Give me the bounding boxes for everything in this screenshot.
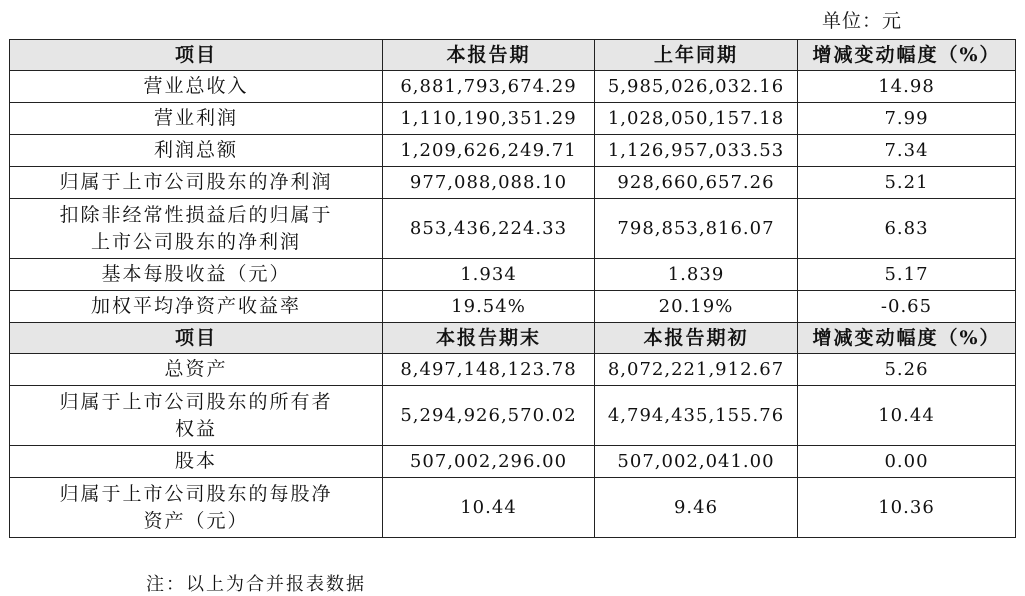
cell-period-end: 8,497,148,123.78 xyxy=(383,354,595,386)
cell-current: 977,088,088.10 xyxy=(383,167,595,199)
header-current-period: 本报告期 xyxy=(383,40,595,71)
cell-current: 6,881,793,674.29 xyxy=(383,71,595,103)
cell-change: -0.65 xyxy=(798,291,1016,323)
table-row xyxy=(10,199,1016,259)
header-item: 项目 xyxy=(10,323,383,354)
cell-change: 7.34 xyxy=(798,135,1016,167)
cell-previous: 1,126,957,033.53 xyxy=(595,135,798,167)
financial-summary-table xyxy=(9,39,1016,538)
cell-change: 5.21 xyxy=(798,167,1016,199)
cell-current: 1.934 xyxy=(383,259,595,291)
table-row xyxy=(10,478,1016,538)
cell-current: 19.54% xyxy=(383,291,595,323)
table-row xyxy=(10,103,1016,135)
row-label-line1: 归属于上市公司股东的所有者 xyxy=(59,390,333,413)
cell-previous: 928,660,657.26 xyxy=(595,167,798,199)
cell-period-begin: 4,794,435,155.76 xyxy=(595,386,798,446)
table-row xyxy=(10,71,1016,103)
unit-label: 单位：元 xyxy=(822,10,903,32)
row-label xyxy=(10,478,383,538)
header-change-pct: 增减变动幅度（%） xyxy=(798,40,1016,71)
row-label-line2: 权益 xyxy=(174,417,217,440)
table-header-row xyxy=(10,323,1016,354)
table-row xyxy=(10,386,1016,446)
cell-change: 10.36 xyxy=(798,478,1016,538)
table-row xyxy=(10,446,1016,478)
cell-period-begin: 507,002,041.00 xyxy=(595,446,798,478)
row-label: 归属于上市公司股东的净利润 xyxy=(10,167,383,199)
row-label xyxy=(10,199,383,259)
row-label: 加权平均净资产收益率 xyxy=(10,291,383,323)
header-change-pct: 增减变动幅度（%） xyxy=(798,323,1016,354)
row-label: 营业总收入 xyxy=(10,71,383,103)
cell-change: 10.44 xyxy=(798,386,1016,446)
row-label: 总资产 xyxy=(10,354,383,386)
table-row xyxy=(10,135,1016,167)
header-item: 项目 xyxy=(10,40,383,71)
row-label-line1: 扣除非经常性损益后的归属于 xyxy=(59,203,333,226)
row-label: 基本每股收益（元） xyxy=(10,259,383,291)
table-row xyxy=(10,354,1016,386)
cell-current: 1,209,626,249.71 xyxy=(383,135,595,167)
header-prior-year: 上年同期 xyxy=(595,40,798,71)
row-label: 利润总额 xyxy=(10,135,383,167)
cell-previous: 20.19% xyxy=(595,291,798,323)
cell-change: 5.26 xyxy=(798,354,1016,386)
cell-period-end: 5,294,926,570.02 xyxy=(383,386,595,446)
row-label-line1: 归属于上市公司股东的每股净 xyxy=(59,482,333,505)
table-row xyxy=(10,291,1016,323)
cell-change: 7.99 xyxy=(798,103,1016,135)
row-label-line2: 资产（元） xyxy=(143,509,249,532)
row-label: 股本 xyxy=(10,446,383,478)
cell-change: 0.00 xyxy=(798,446,1016,478)
table-row xyxy=(10,167,1016,199)
table-row xyxy=(10,259,1016,291)
row-label-line2: 上市公司股东的净利润 xyxy=(90,230,301,253)
header-period-end: 本报告期末 xyxy=(383,323,595,354)
cell-current: 853,436,224.33 xyxy=(383,199,595,259)
cell-period-end: 507,002,296.00 xyxy=(383,446,595,478)
cell-current: 1,110,190,351.29 xyxy=(383,103,595,135)
cell-period-begin: 9.46 xyxy=(595,478,798,538)
cell-previous: 798,853,816.07 xyxy=(595,199,798,259)
cell-previous: 5,985,026,032.16 xyxy=(595,71,798,103)
cell-previous: 1.839 xyxy=(595,259,798,291)
cell-change: 5.17 xyxy=(798,259,1016,291)
cell-change: 14.98 xyxy=(798,71,1016,103)
footnote: 注：以上为合并报表数据 xyxy=(146,574,366,595)
cell-change: 6.83 xyxy=(798,199,1016,259)
row-label: 营业利润 xyxy=(10,103,383,135)
row-label xyxy=(10,386,383,446)
cell-period-end: 10.44 xyxy=(383,478,595,538)
cell-period-begin: 8,072,221,912.67 xyxy=(595,354,798,386)
header-period-begin: 本报告期初 xyxy=(595,323,798,354)
cell-previous: 1,028,050,157.18 xyxy=(595,103,798,135)
table-header-row xyxy=(10,40,1016,71)
